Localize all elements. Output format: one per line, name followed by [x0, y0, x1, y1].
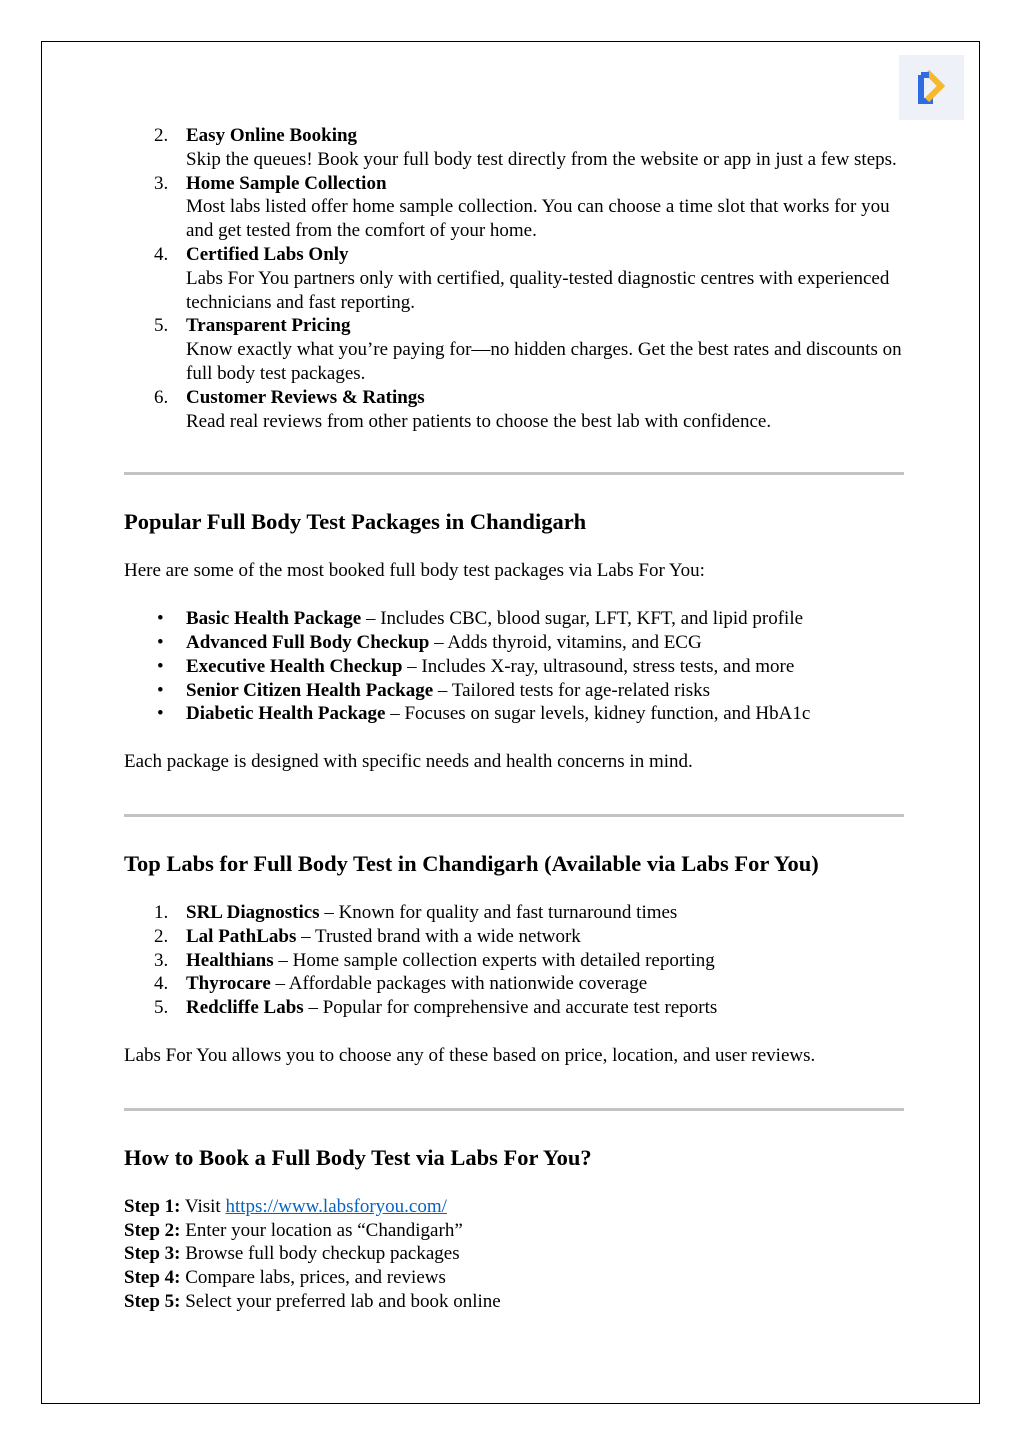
- package-description: – Tailored tests for age-related risks: [433, 679, 711, 701]
- package-name: Senior Citizen Health Package: [186, 679, 434, 701]
- list-item: [124, 925, 904, 949]
- list-item: [124, 607, 904, 631]
- step-line: [124, 1266, 904, 1290]
- package-name: Diabetic Health Package: [186, 703, 386, 725]
- bullet: •: [157, 679, 164, 701]
- lab-description: – Home sample collection experts with detailed reporting: [273, 949, 715, 971]
- step-text: Browse full body checkup packages: [180, 1243, 460, 1265]
- lab-name: SRL Diagnostics: [186, 901, 320, 923]
- benefit-title: Easy Online Booking: [186, 125, 358, 146]
- bullet: •: [157, 608, 164, 630]
- step-line: [124, 1290, 904, 1314]
- list-item: [124, 243, 904, 314]
- list-item: [124, 901, 904, 925]
- benefit-description: Know exactly what you’re paying for—no hidden charges. Get the best rates and discounts on full body test packages.: [186, 339, 902, 384]
- list-item: [124, 655, 904, 679]
- benefit-title: Transparent Pricing: [186, 315, 351, 337]
- lab-description: – Known for quality and fast turnaround times: [319, 901, 678, 923]
- step-label: Step 5:: [124, 1290, 181, 1312]
- list-number: 4.: [154, 973, 169, 995]
- lab-description: – Trusted brand with a wide network: [296, 925, 581, 947]
- lab-name: Lal PathLabs: [186, 925, 297, 947]
- step-text: Compare labs, prices, and reviews: [180, 1267, 446, 1289]
- list-item: [124, 386, 904, 434]
- document-content: [124, 124, 904, 1314]
- list-number: 2.: [154, 925, 169, 947]
- labs-for-you-logo-icon: [899, 55, 964, 120]
- list-number: 3.: [154, 949, 169, 971]
- labs-heading: Top Labs for Full Body Test in Chandigarh (Available via Labs For You): [124, 850, 819, 876]
- list-number: 5.: [154, 997, 169, 1019]
- list-item: [124, 124, 904, 172]
- package-description: – Focuses on sugar levels, kidney function, and HbA1c: [385, 703, 811, 725]
- lab-description: – Popular for comprehensive and accurate test reports: [303, 997, 718, 1019]
- list-number: 5.: [154, 315, 169, 337]
- package-description: – Adds thyroid, vitamins, and ECG: [429, 631, 702, 653]
- step-line: [124, 1195, 904, 1219]
- list-item: [124, 996, 904, 1020]
- bullet: •: [157, 631, 164, 653]
- packages-heading: Popular Full Body Test Packages in Chandigarh: [124, 509, 587, 535]
- benefit-description: Most labs listed offer home sample collection. You can choose a time slot that works for you and get tested from the comfort of your home.: [186, 196, 890, 242]
- package-name: Advanced Full Body Checkup: [186, 631, 430, 653]
- lab-name: Thyrocare: [186, 973, 271, 995]
- packages-intro: Here are some of the most booked full body test packages via Labs For You:: [124, 560, 705, 582]
- list-item: [124, 631, 904, 655]
- benefit-title: Certified Labs Only: [186, 243, 349, 265]
- benefit-description: Skip the queues! Book your full body test directly from the website or app in just a few steps.: [186, 148, 897, 170]
- lab-name: Healthians: [186, 949, 274, 971]
- list-item: [124, 949, 904, 973]
- list-item: [124, 314, 904, 385]
- packages-list: [124, 607, 904, 726]
- step-line: [124, 1219, 904, 1243]
- package-description: – Includes X-ray, ultrasound, stress tests, and more: [402, 655, 795, 677]
- benefits-list: [124, 124, 904, 433]
- lab-description: – Affordable packages with nationwide coverage: [270, 973, 648, 995]
- list-number: 3.: [154, 172, 169, 194]
- benefit-description: Labs For You partners only with certified, quality-tested diagnostic centres with experienced technicians and fast reporting.: [186, 267, 890, 313]
- packages-outro: Each package is designed with specific needs and health concerns in mind.: [124, 751, 693, 773]
- list-number: 4.: [154, 243, 169, 265]
- benefit-title: Home Sample Collection: [186, 172, 387, 194]
- step-text: Visit: [180, 1195, 226, 1217]
- list-item: [124, 702, 904, 726]
- benefit-description: Read real reviews from other patients to choose the best lab with confidence.: [186, 410, 772, 432]
- step-text: Enter your location as “Chandigarh”: [180, 1219, 463, 1241]
- package-name: Basic Health Package: [186, 608, 362, 630]
- step-label: Step 4:: [124, 1267, 181, 1289]
- step-label: Step 2:: [124, 1219, 181, 1241]
- step-line: [124, 1242, 904, 1266]
- bullet: •: [157, 655, 164, 677]
- list-item: [124, 172, 904, 243]
- list-item: [124, 972, 904, 996]
- labs-list: [124, 901, 904, 1020]
- step-label: Step 1:: [124, 1195, 181, 1217]
- lab-name: Redcliffe Labs: [186, 997, 304, 1019]
- list-number: 1.: [154, 901, 169, 923]
- package-description: – Includes CBC, blood sugar, LFT, KFT, and lipid profile: [361, 608, 804, 630]
- bullet: •: [157, 703, 164, 725]
- package-name: Executive Health Checkup: [186, 655, 403, 677]
- list-number: 6.: [154, 386, 169, 408]
- labsforyou-link[interactable]: https://www.labsforyou.com/: [225, 1195, 447, 1217]
- benefit-title: Customer Reviews & Ratings: [186, 386, 425, 408]
- booking-heading: How to Book a Full Body Test via Labs For You?: [124, 1144, 592, 1170]
- labs-outro: Labs For You allows you to choose any of these based on price, location, and user reviews.: [124, 1044, 816, 1066]
- list-number: 2.: [154, 125, 169, 146]
- list-item: [124, 679, 904, 703]
- step-text: Select your preferred lab and book online: [180, 1290, 501, 1312]
- booking-steps: [124, 1195, 904, 1314]
- step-label: Step 3:: [124, 1243, 181, 1265]
